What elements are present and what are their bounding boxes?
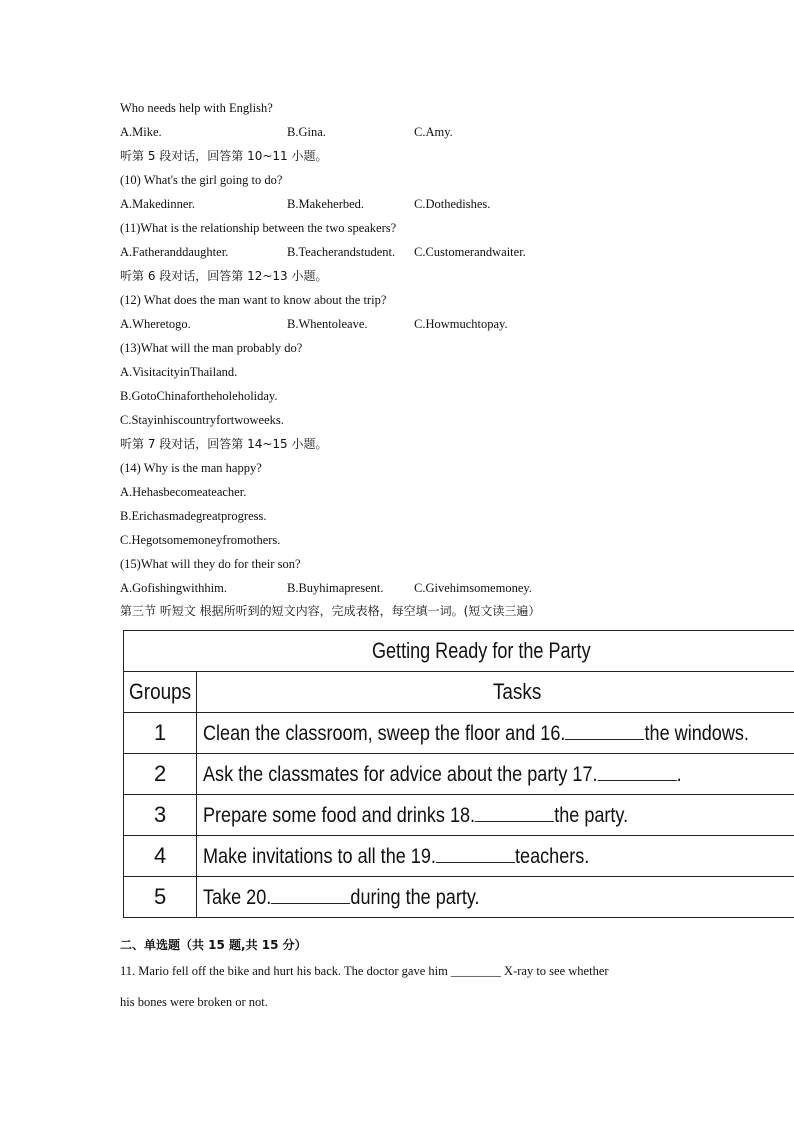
header-groups xyxy=(124,672,197,713)
q10-option-a: A.Makedinner. xyxy=(120,197,195,211)
q14-option-a: A.Hehasbecomeateacher. xyxy=(120,485,247,499)
party-tasks-table xyxy=(123,630,794,918)
q13-option-b: B.GotoChinafortheholeholiday. xyxy=(120,389,278,403)
task-text-after: . xyxy=(676,762,682,786)
q9-option-c: C.Amy. xyxy=(414,125,453,139)
table-header-row xyxy=(124,672,794,713)
task-cell xyxy=(197,836,794,877)
answer-blank-20[interactable] xyxy=(271,885,350,904)
section5-instruction: 听第 5 段对话，回答第 10~11 小题。 xyxy=(120,149,328,163)
table-title-cell xyxy=(124,631,794,672)
task-cell xyxy=(197,877,794,918)
q11-stem: (11)What is the relationship between the two speakers? xyxy=(120,221,397,235)
task-text-after: the windows. xyxy=(644,721,750,745)
answer-blank-19[interactable] xyxy=(436,844,515,863)
q9-option-a: A.Mike. xyxy=(120,125,162,139)
table-row xyxy=(124,754,794,795)
table-title-row xyxy=(124,631,794,672)
q11-option-c: C.Customerandwaiter. xyxy=(414,245,526,259)
answer-blank-17[interactable] xyxy=(598,762,677,781)
q14-option-c: C.Hegotsomemoneyfromothers. xyxy=(120,533,281,547)
q15-option-b: B.Buyhimapresent. xyxy=(287,581,384,595)
table-row xyxy=(124,795,794,836)
table-row xyxy=(124,713,794,754)
header-tasks xyxy=(197,672,794,713)
mc-q11-line2: his bones were broken or not. xyxy=(120,995,268,1009)
q15-option-a: A.Gofishingwithhim. xyxy=(120,581,227,595)
group-number: 3 xyxy=(124,795,197,836)
group-number: 2 xyxy=(124,754,197,795)
q13-option-c: C.Stayinhiscountryfortwoweeks. xyxy=(120,413,284,427)
q14-stem: (14) Why is the man happy? xyxy=(120,461,262,475)
q12-option-b: B.Whentoleave. xyxy=(287,317,368,331)
task-text-before: Ask the classmates for advice about the party 17. xyxy=(203,762,598,786)
part2-heading: 二、单选题（共 15 题,共 15 分） xyxy=(120,938,307,952)
q10-option-b: B.Makeherbed. xyxy=(287,197,365,211)
q10-option-c: C.Dothedishes. xyxy=(414,197,491,211)
part3-instruction: 第三节 听短文 根据所听到的短文内容，完成表格，每空填一词。(短文读三遍） xyxy=(120,604,541,618)
task-text-before: Prepare some food and drinks 18. xyxy=(203,803,476,827)
task-text-before: Take 20. xyxy=(203,885,272,909)
q12-option-c: C.Howmuchtopay. xyxy=(414,317,508,331)
answer-blank-16[interactable] xyxy=(566,721,645,740)
q12-option-a: A.Wheretogo. xyxy=(120,317,191,331)
group-number: 5 xyxy=(124,877,197,918)
answer-blank-18[interactable] xyxy=(475,803,554,822)
task-text-after: the party. xyxy=(554,803,629,827)
q15-option-c: C.Givehimsomemoney. xyxy=(414,581,532,595)
group-number: 1 xyxy=(124,713,197,754)
q9-option-b: B.Gina. xyxy=(287,125,326,139)
q13-stem: (13)What will the man probably do? xyxy=(120,341,303,355)
table-row xyxy=(124,836,794,877)
task-text-before: Make invitations to all the 19. xyxy=(203,844,437,868)
task-cell xyxy=(197,795,794,836)
task-text-before: Clean the classroom, sweep the floor and 16. xyxy=(203,721,566,745)
table-row xyxy=(124,877,794,918)
q9-stem: Who needs help with English? xyxy=(120,101,273,115)
task-text-after: teachers. xyxy=(515,844,590,868)
section6-instruction: 听第 6 段对话，回答第 12~13 小题。 xyxy=(120,269,328,283)
section7-instruction: 听第 7 段对话，回答第 14~15 小题。 xyxy=(120,437,328,451)
q13-option-a: A.VisitacityinThailand. xyxy=(120,365,238,379)
q12-stem: (12) What does the man want to know about the trip? xyxy=(120,293,387,307)
task-cell xyxy=(197,754,794,795)
q14-option-b: B.Erichasmadegreatprogress. xyxy=(120,509,267,523)
q11-option-a: A.Fatheranddaughter. xyxy=(120,245,229,259)
header-tasks-label: Tasks xyxy=(493,679,542,704)
task-text-after: during the party. xyxy=(350,885,480,909)
table-title: Getting Ready for the Party xyxy=(371,638,591,663)
q10-stem: (10) What's the girl going to do? xyxy=(120,173,283,187)
task-cell xyxy=(197,713,794,754)
q11-option-b: B.Teacherandstudent. xyxy=(287,245,396,259)
q15-stem: (15)What will they do for their son? xyxy=(120,557,301,571)
mc-q11-line1: 11. Mario fell off the bike and hurt his back. The doctor gave him ________ X-ray to see whether xyxy=(120,964,609,978)
group-number: 4 xyxy=(124,836,197,877)
header-groups-label: Groups xyxy=(129,679,192,704)
